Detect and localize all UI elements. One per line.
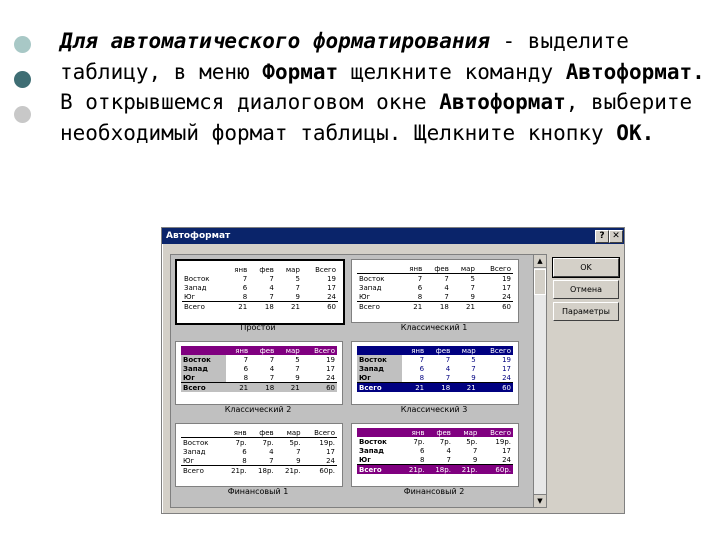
preview-cell: 8 [243,373,249,382]
preview-cell: 9 [295,373,300,382]
preview-cell: фев [259,265,274,274]
preview-cell: 21 [276,383,302,393]
format-preview [351,259,519,323]
preview-cell: Всего [357,302,400,312]
preview-cell: 7 [472,446,478,455]
preview-row [357,446,513,455]
preview-cell: фев [424,264,451,274]
preview-row [357,283,513,292]
preview-cell: Восток [184,274,210,283]
format-option[interactable] [349,257,519,337]
preview-cell: 24 [326,373,335,382]
close-button[interactable]: ✕ [609,230,623,243]
preview-cell: Запад [359,283,382,292]
preview-cell: 7 [470,283,475,292]
preview-cell: 21 [276,302,302,312]
preview-cell: 7р. [413,437,425,446]
preview-cell [181,428,222,438]
preview-cell: 7 [419,355,425,364]
format-name-label: Финансовый 1 [227,487,289,496]
preview-cell: 7 [445,373,451,382]
preview-row [357,274,513,284]
scroll-thumb[interactable] [534,269,546,295]
dialog-title: Автоформат [166,231,231,241]
preview-cell: 17 [326,447,335,456]
preview-cell [181,346,226,355]
preview-cell: 19 [326,355,335,364]
preview-row [357,302,513,312]
preview-cell: 7 [471,364,476,373]
format-preview [351,423,519,487]
format-list-scrollbar[interactable] [533,254,547,508]
preview-cell: янв [400,264,424,274]
preview-cell: 9 [472,455,478,464]
preview-cell: 7 [295,364,300,373]
preview-cell: мар [452,346,478,355]
preview-cell: 21р. [222,466,249,476]
preview-cell: 7р. [235,438,247,447]
preview-row [181,355,337,364]
preview-row [357,465,513,475]
preview-cell: 8 [419,373,425,382]
preview-cell: 18 [424,302,451,312]
preview-cell: мар [453,428,479,437]
preview-cell: Всего [478,346,513,355]
scroll-up-icon[interactable]: ▲ [534,255,546,268]
preview-cell: Всего [181,383,226,393]
preview-cell: 18 [426,383,452,393]
preview-row [181,364,337,373]
preview-cell: 18р. [249,466,276,476]
preview-cell: 60р. [479,465,513,475]
preview-cell: 5р. [289,438,301,447]
preview-header-row [181,346,337,355]
preview-cell: 5р. [466,437,478,446]
preview-table [182,265,338,311]
format-option[interactable] [173,339,343,419]
format-preview [175,341,343,405]
preview-cell: Юг [184,292,196,301]
preview-cell [182,265,225,274]
preview-cell: 7 [269,274,274,283]
preview-header-row [357,264,513,274]
scroll-down-icon[interactable]: ▼ [534,494,546,507]
preview-cell: 18р. [427,465,453,475]
autoformat-dialog [161,227,625,514]
format-name-label: Простой [240,323,276,332]
preview-cell: Юг [181,373,226,383]
preview-cell: мар [285,265,300,274]
preview-cell: 21 [400,302,424,312]
preview-cell: 19 [502,274,511,283]
bullet-dot [14,71,31,88]
preview-header-row [357,428,513,437]
preview-cell: 9 [295,292,300,301]
format-option[interactable] [173,257,343,337]
preview-cell: 21р. [400,465,426,475]
preview-cell: 7 [296,447,301,456]
preview-row [181,466,337,476]
preview-cell: 24 [326,456,335,465]
instruction-part: - выделите таблицу, в меню [60,29,629,84]
preview-table [181,346,337,392]
preview-cell: янв [402,346,426,355]
preview-cell: мар [451,264,477,274]
preview-cell: 6 [243,364,249,373]
preview-cell: Юг [183,456,195,465]
preview-cell: 17 [502,446,511,455]
instruction-part: , выберите необходимый формат таблицы. Щелкните кнопку [60,90,693,145]
format-name-label: Классический 1 [400,323,468,332]
preview-cell: Всего [181,466,222,476]
cancel-button[interactable]: Отмена [553,280,619,299]
preview-cell: 7 [444,274,449,283]
preview-cell: 19р. [495,437,511,446]
preview-cell: 21 [225,302,249,312]
preview-cell: 21 [402,383,426,393]
preview-cell: Восток [357,355,402,364]
options-button[interactable]: Параметры [553,302,619,321]
preview-cell: 7 [269,456,274,465]
preview-cell: 8 [242,292,248,301]
preview-table [181,428,337,475]
preview-row [357,455,513,465]
format-list[interactable] [170,254,534,508]
preview-row [181,373,337,383]
preview-row [182,302,338,312]
command-name: Автоформат. [565,59,705,84]
preview-cell: 6 [419,364,425,373]
preview-cell: 21 [452,383,478,393]
preview-row [182,274,338,283]
bullet-list-markers [14,36,36,141]
preview-cell: 7 [445,355,451,364]
preview-cell: Запад [183,447,206,456]
preview-cell: 21 [451,302,477,312]
dialog-titlebar [162,228,624,244]
preview-cell: 4 [269,447,274,456]
preview-cell [357,346,402,355]
preview-cell: 7 [295,283,300,292]
preview-cell: 60 [477,302,513,312]
preview-cell: фев [249,428,276,438]
help-button[interactable]: ? [595,230,609,243]
preview-cell: 19 [502,355,511,364]
preview-cell: 7 [242,274,248,283]
preview-row [181,383,337,393]
preview-cell: Всего [477,264,513,274]
preview-row [181,438,337,448]
preview-cell: 24 [502,292,511,301]
preview-cell: 7 [243,355,249,364]
preview-cell: 9 [470,292,475,301]
preview-cell: 6 [242,283,248,292]
preview-cell: 24 [502,455,511,464]
preview-cell: 5 [471,355,476,364]
preview-cell: фев [250,346,276,355]
preview-cell: янв [400,428,426,437]
preview-cell: Восток [359,437,387,446]
format-name-label: Классический 2 [224,405,292,414]
preview-cell: 4 [444,283,449,292]
preview-row [357,373,513,383]
preview-cell: Всего [479,428,513,437]
preview-cell: мар [276,346,302,355]
preview-cell: 4 [269,364,275,373]
preview-cell: мар [276,428,303,438]
preview-cell: 18 [250,383,276,393]
preview-cell: Всего [302,346,337,355]
preview-cell: 8 [420,455,425,464]
preview-cell: янв [226,346,250,355]
preview-table [357,264,513,311]
format-name-label: Финансовый 2 [403,487,465,496]
preview-cell [357,428,400,437]
preview-cell: 9 [471,373,476,382]
format-option[interactable] [349,421,519,501]
ok-button[interactable]: OK [553,258,619,277]
menu-name: Формат [262,59,339,84]
preview-cell: 7 [269,355,275,364]
preview-cell: Восток [359,274,385,283]
preview-cell: 7 [444,292,449,301]
preview-cell: 4 [446,446,451,455]
preview-cell: Всего [182,302,225,312]
preview-cell: Восток [183,438,209,447]
preview-cell: Юг [357,373,402,383]
preview-cell: 24 [327,292,336,301]
preview-row [357,383,513,393]
preview-cell: 19р. [319,438,335,447]
preview-cell: 17 [502,364,511,373]
preview-cell: 6 [417,283,423,292]
preview-cell: 21р. [453,465,479,475]
instruction-text [60,26,710,148]
preview-cell [357,264,400,274]
preview-cell: 5 [295,355,300,364]
preview-cell: Запад [357,364,402,373]
preview-cell: Юг [359,455,371,464]
preview-cell: 17 [502,283,511,292]
preview-cell: 17 [327,283,336,292]
preview-cell: 4 [445,364,451,373]
preview-row [357,292,513,302]
bullet-dot [14,36,31,53]
preview-header-row [181,428,337,438]
preview-cell: 7р. [262,438,274,447]
preview-cell: Восток [181,355,226,364]
preview-cell: Всего [357,383,402,393]
ok-name: OK. [616,120,655,145]
preview-cell: фев [426,346,452,355]
preview-cell: 5 [295,274,300,283]
preview-cell: 21 [226,383,250,393]
preview-cell: 24 [502,373,511,382]
instruction-part: щелкните команду [338,59,566,84]
dialog-name: Автоформат [439,90,566,114]
preview-row [357,364,513,373]
format-option[interactable] [173,421,343,501]
preview-cell: 60р. [303,466,337,476]
instruction-heading: Для автоматического форматирования [60,29,490,53]
preview-cell: янв [222,428,249,438]
preview-table [357,428,513,474]
preview-table [357,346,513,392]
preview-cell: 7р. [439,437,451,446]
preview-cell: Юг [359,292,371,301]
preview-cell: 9 [296,456,301,465]
preview-cell: 6 [242,447,247,456]
format-preview [175,259,345,325]
preview-row [357,355,513,364]
preview-cell: Всего [357,465,400,475]
preview-row [181,456,337,466]
preview-cell: 17 [326,364,335,373]
preview-cell: фев [427,428,453,437]
format-name-label: Классический 3 [400,405,468,414]
preview-row [182,283,338,292]
preview-cell: янв [234,265,248,274]
preview-cell: 21р. [276,466,303,476]
preview-cell: Всего [303,428,337,438]
format-preview [175,423,343,487]
preview-cell: 7 [269,373,275,382]
preview-cell: 60 [302,302,338,312]
preview-cell: Запад [181,364,226,373]
preview-cell: Всего [315,265,336,274]
preview-cell: 7 [269,292,274,301]
format-preview [351,341,519,405]
preview-cell: Запад [359,446,384,455]
instruction-part: В открывшемся диалоговом окне [60,90,440,114]
preview-row [181,447,337,456]
preview-row [182,292,338,302]
preview-cell: 6 [420,446,425,455]
format-option[interactable] [349,339,519,419]
preview-cell: 18 [249,302,276,312]
preview-cell: Запад [184,283,207,292]
preview-cell: 8 [417,292,423,301]
bullet-dot [14,106,31,123]
preview-cell: 5 [470,274,475,283]
preview-header-row [357,346,513,355]
preview-cell: 4 [269,283,274,292]
preview-cell: 8 [242,456,247,465]
preview-cell: 19 [327,274,336,283]
preview-header-row [182,265,338,274]
preview-cell: 7 [446,455,451,464]
preview-cell: 60 [478,383,513,393]
preview-row [357,437,513,446]
preview-cell: 60 [302,383,337,393]
preview-cell: 7 [417,274,423,283]
